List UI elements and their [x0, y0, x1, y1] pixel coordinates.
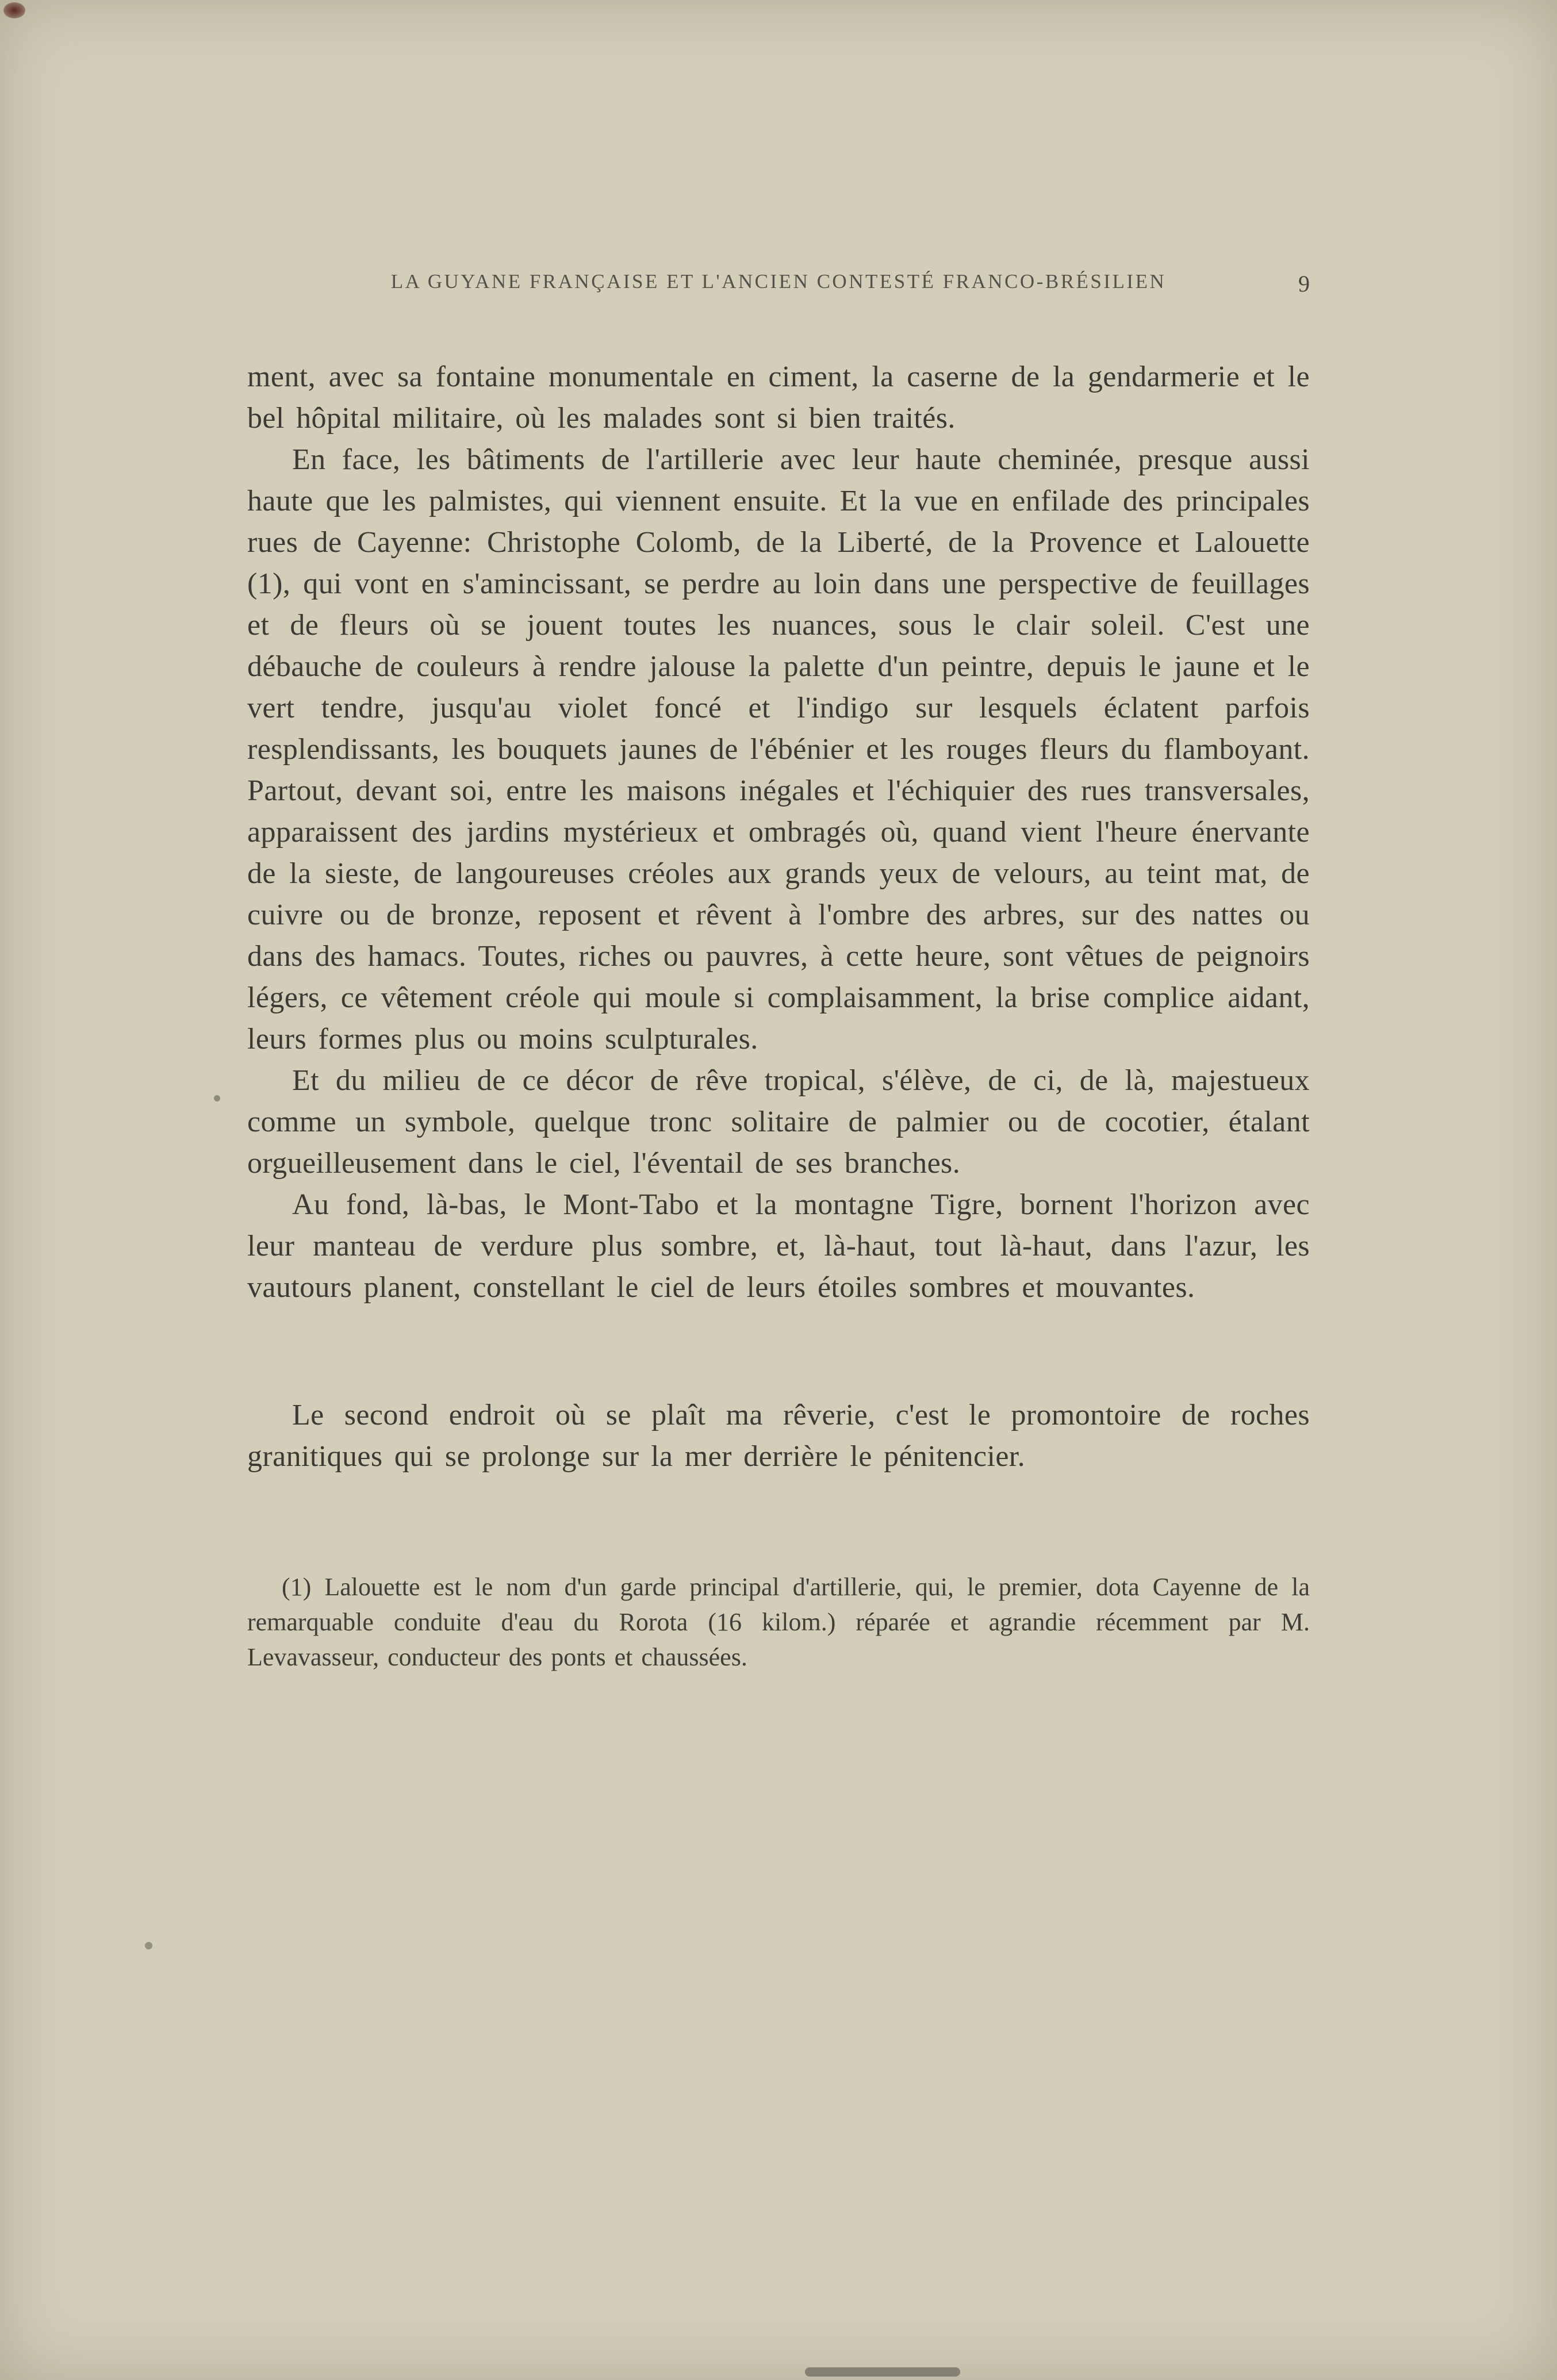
body-text: [247, 356, 1310, 1477]
scan-smudge-bottom-edge: [805, 2367, 960, 2377]
scan-speck-footnote-margin: [145, 1942, 152, 1949]
page-number: 9: [1298, 271, 1310, 297]
scan-speck-left-margin: [214, 1095, 220, 1101]
page-header: [247, 270, 1310, 305]
scan-blemish-top-left: [3, 2, 25, 18]
paragraph-continuation: ment, avec sa fontaine monumentale en ciment, la caserne de la gendarmerie et le bel hôpital militaire, où les malades sont si bien traités.: [247, 360, 1310, 435]
paragraph: En face, les bâtiments de l'artillerie avec leur haute cheminée, presque aussi haute que les palmistes, qui viennent ensuite. Et la vue en enfilade des principales rues de Cayenne: Christophe Colomb, de la Liberté, de la Provence et Lalouette (1), qui vont en s'amincissant, se perdre au loin dans une perspective de feuillages et de fleurs où se jouent toutes les nuances, sous le clair soleil. C'est une débauche de couleurs à rendre jalouse la palette d'un peintre, depuis le jaune et le vert tendre, jusqu'au violet foncé et l'indigo sur lesquels éclatent parfois resplendissants, les bouquets jaunes de l'ébénier et les rouges fleurs du flamboyant. Partout, devant soi, entre les maisons inégales et l'échiquier des rues transversales, apparaissent des jardins mystérieux et ombragés où, quand vient l'heure énervante de la sieste, de langoureuses créoles aux grands yeux de velours, au teint mat, de cuivre ou de bronze, reposent et rêvent à l'ombre des arbres, sur des nattes ou dans des hamacs. Toutes, riches ou pauvres, à cette heure, sont vêtues de peignoirs légers, ce vêtement créole qui moule si complaisamment, la brise complice aidant, leurs formes plus ou moins sculpturales.: [247, 443, 1310, 1055]
running-title: LA GUYANE FRANÇAISE ET L'ANCIEN CONTESTÉ FRANCO-BRÉSILIEN: [390, 270, 1167, 293]
paragraph: Et du milieu de ce décor de rêve tropical, s'élève, de ci, de là, majestueux comme un symbole, quelque tronc solitaire de palmier ou de cocotier, étalant orgueilleusement dans le ciel, l'éventail de ses branches.: [247, 1064, 1310, 1180]
paragraph: Au fond, là-bas, le Mont-Tabo et la montagne Tigre, bornent l'horizon avec leur manteau de verdure plus sombre, et, là-haut, tout là-haut, dans l'azur, les vautours planent, constellant le ciel de leurs étoiles sombres et mouvantes.: [247, 1188, 1310, 1304]
paragraph: Le second endroit où se plaît ma rêverie, c'est le promontoire de roches granitiques qui se prolonge sur la mer derrière le pénitencier.: [247, 1399, 1310, 1473]
footnote: (1) Lalouette est le nom d'un garde principal d'artillerie, qui, le premier, dota Cayenne de la remarquable conduite d'eau du Rorota (16 kilom.) réparée et agrandie récemment par M. Levavasseur, conducteur des ponts et chaussées.: [247, 1573, 1310, 1671]
